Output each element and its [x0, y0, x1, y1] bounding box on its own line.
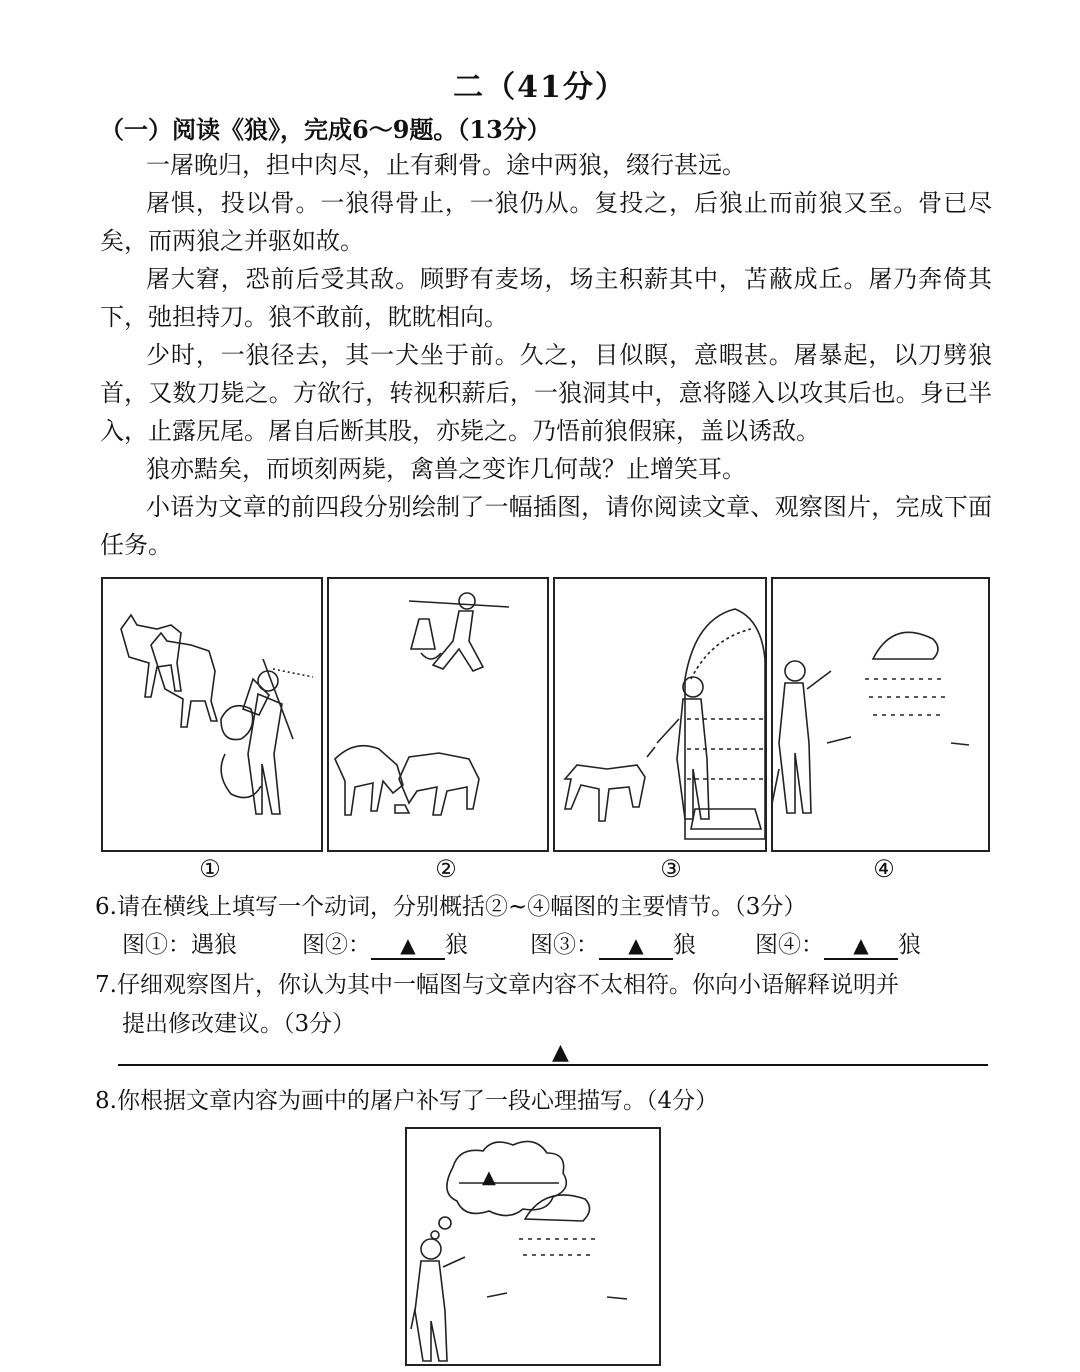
q8-illustration	[405, 1127, 661, 1366]
reading-heading: （一）阅读《狼》，完成6～9题。（13分）	[100, 115, 551, 144]
question-7-line-2: 提出修改建议。（3分）	[122, 1011, 356, 1037]
passage-paragraph-2: 屠惧，投以骨。一狼得骨止，一狼仍从。复投之，后狼止而前狼又至。骨已尽矣，而两狼之并驱如故。	[100, 189, 992, 255]
q6-blank-3[interactable]	[599, 932, 673, 960]
q6-figure-2-suffix: 狼	[445, 932, 468, 958]
question-7-line-1: 7.仔细观察图片，你认为其中一幅图与文章内容不太相符。你向小语解释说明并	[95, 972, 899, 998]
question-8: 8.你根据文章内容为画中的屠户补写了一段心理描写。（4分）	[95, 1088, 719, 1114]
blank-marker-icon: ▲	[400, 933, 416, 957]
illustration-panel-2	[327, 577, 549, 852]
q7-blank-marker-icon: ▲	[552, 1040, 569, 1065]
q6-figure-2	[302, 926, 468, 960]
q6-blank-2[interactable]	[371, 932, 445, 960]
passage	[100, 146, 992, 564]
panel-label-1: ①	[199, 855, 221, 883]
q6-figure-3	[530, 926, 696, 960]
q6-figure-4	[755, 926, 921, 960]
panel-label-4: ④	[873, 855, 895, 883]
q7-answer-line[interactable]	[118, 1064, 988, 1066]
q6-figure-3-suffix: 狼	[673, 932, 696, 958]
illustration-panel-4	[771, 577, 990, 852]
q6-figure-2-prefix: 图②：	[302, 932, 371, 958]
panel-label-2: ②	[435, 855, 457, 883]
passage-paragraph-5: 狼亦黠矣，而顷刻两毙，禽兽之变诈几何哉？止增笑耳。	[146, 455, 746, 483]
q6-figure-3-prefix: 图③：	[530, 932, 599, 958]
section-title: 二（41分）	[453, 70, 627, 105]
passage-paragraph-4: 少时，一狼径去，其一犬坐于前。久之，目似瞑，意暇甚。屠暴起，以刀劈狼首，又数刀毙之。方欲行，转视积薪后，一狼洞其中，意将隧入以攻其后也。身已半入，止露尻尾。屠自后断其股，亦毙之。乃悟前狼假寐，盖以诱敌。	[100, 341, 992, 445]
illustration-panel-3	[553, 577, 767, 852]
passage-paragraph-1: 一屠晚归，担中肉尽，止有剩骨。途中两狼，缀行甚远。	[146, 151, 746, 179]
blank-marker-icon: ▲	[628, 933, 644, 957]
panel-label-3: ③	[660, 855, 682, 883]
q8-blank-marker-icon: ▲	[482, 1167, 496, 1188]
blank-marker-icon: ▲	[853, 933, 869, 957]
question-6: 6.请在横线上填写一个动词，分别概括②~④幅图的主要情节。（3分）	[95, 894, 807, 920]
q6-blank-4[interactable]	[824, 932, 898, 960]
q6-figure-1: 图①：遇狼	[122, 932, 237, 958]
task-instruction: 小语为文章的前四段分别绘制了一幅插图，请你阅读文章、观察图片，完成下面任务。	[100, 493, 992, 559]
q6-figure-4-suffix: 狼	[898, 932, 921, 958]
illustration-panel-1	[101, 577, 323, 852]
q6-figure-4-prefix: 图④：	[755, 932, 824, 958]
passage-paragraph-3: 屠大窘，恐前后受其敌。顾野有麦场，场主积薪其中，苫蔽成丘。屠乃奔倚其下，弛担持刀。狼不敢前，眈眈相向。	[100, 265, 992, 331]
